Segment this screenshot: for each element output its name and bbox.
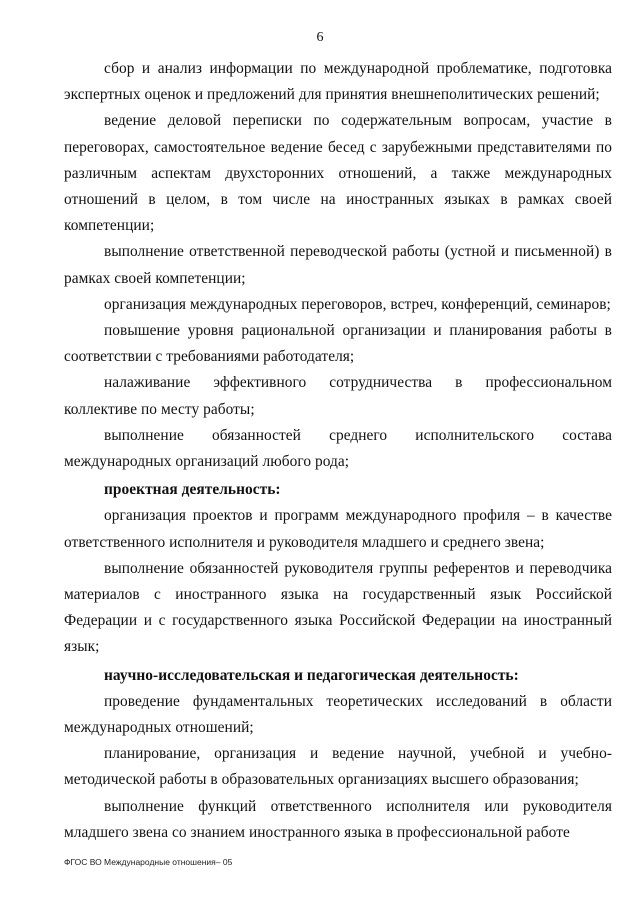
paragraph-translation-work: выполнение ответственной переводческой работы (устной и письменной) в рамках своей компетенции; xyxy=(64,243,612,287)
paragraph-educational-work: планирование, организация и ведение научной, учебной и учебно-методической работы в образовательных организациях высшего образования; xyxy=(64,745,612,789)
paragraph-cooperation: налаживание эффективного сотрудничества в профессиональном коллективе по месту работы; xyxy=(64,374,612,418)
paragraph-referent-group: выполнение обязанностей руководителя группы референтов и переводчика материалов с иностранного языка на государственный язык Российской Федерации и с государственного языка Российской Федерации на иностранный язык; xyxy=(64,559,612,656)
heading-project-activity: проектная деятельность: xyxy=(104,481,281,499)
heading-research-activity: научно-исследовательская и педагогическая деятельность: xyxy=(104,666,519,684)
document-footer: ФГОС ВО Международные отношения– 05 xyxy=(64,857,233,867)
paragraph-business-correspondence: ведение деловой переписки по содержательным вопросам, участие в переговорах, самостоятельное ведение бесед с зарубежными представителями по различным аспектам двухсторонних отношений, а также международных отношений в целом, в том числе на иностранных языках в рамках своей компетенции; xyxy=(64,112,612,235)
body-text xyxy=(64,56,612,846)
paragraph-planning: повышение уровня рациональной организации и планирования работы в соответствии с требованиями работодателя; xyxy=(64,322,612,366)
paragraph-fundamental-research: проведение фундаментальных теоретических исследований в области международных отношений; xyxy=(64,692,612,737)
paragraph-executive-duties: выполнение обязанностей среднего исполнительского состава международных организаций любого рода; xyxy=(64,426,612,471)
paragraph-information-analysis: сбор и анализ информации по международной проблематике, подготовка экспертных оценок и предложений для принятия внешнеполитических решений; xyxy=(64,60,612,104)
paragraph-negotiations: организация международных переговоров, встреч, конференций, семинаров; xyxy=(104,295,611,313)
paragraph-project-organization: организация проектов и программ международного профиля – в качестве ответственного исполнителя и руководителя младшего и среднего звена; xyxy=(64,507,612,551)
page-number: 6 xyxy=(316,30,324,45)
paragraph-executor-functions: выполнение функций ответственного исполнителя или руководителя младшего звена со знанием иностранного языка в профессиональной работе xyxy=(64,797,612,841)
